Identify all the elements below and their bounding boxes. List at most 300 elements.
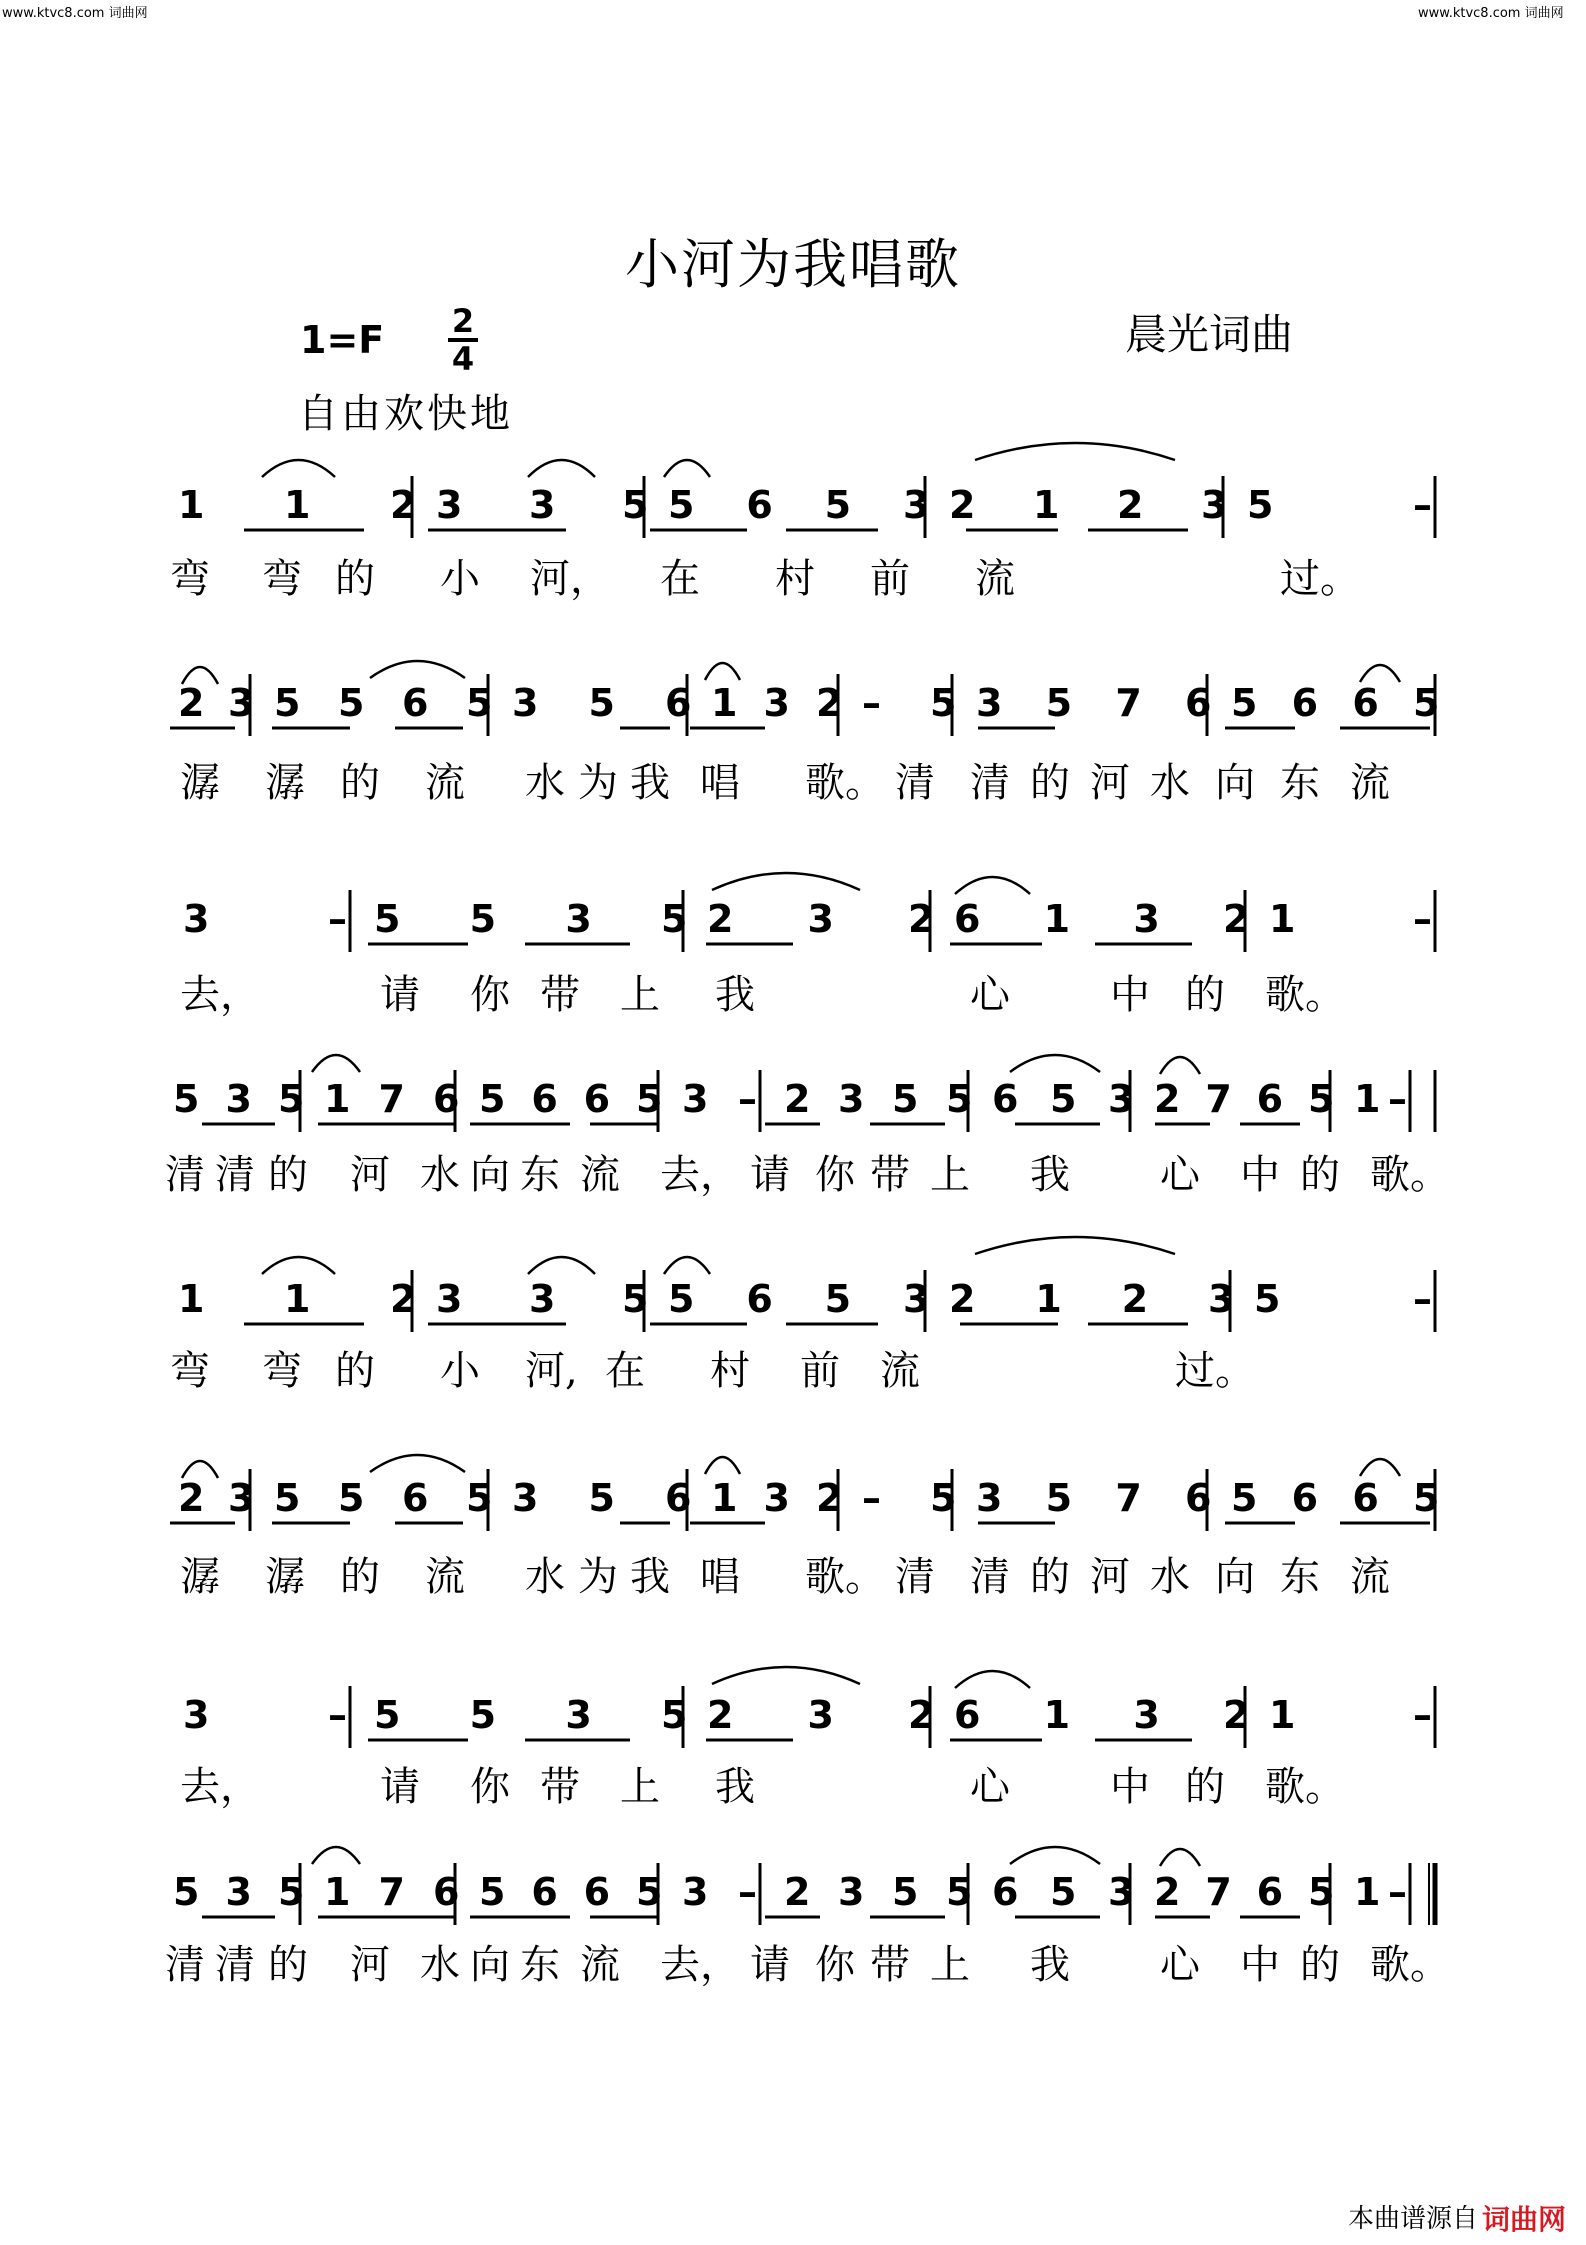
note: – xyxy=(1413,1693,1432,1737)
note: 3 xyxy=(976,1476,1003,1520)
note: 1 xyxy=(1043,1693,1071,1737)
lyric-syllable: 河 xyxy=(1090,1554,1130,1600)
note: 5 xyxy=(930,681,957,725)
note: 3 xyxy=(1108,1077,1135,1121)
note: 3 xyxy=(763,681,790,725)
lyric-syllable: 歌。 xyxy=(805,1554,885,1600)
note: 1 xyxy=(1354,1077,1381,1121)
slur xyxy=(664,460,710,477)
note: – xyxy=(738,1870,757,1914)
slur xyxy=(955,1671,1030,1688)
note: 1 xyxy=(178,1277,205,1321)
note: 6 xyxy=(1256,1077,1284,1121)
lyric-syllable: 我 xyxy=(630,760,670,806)
note: 5 xyxy=(1231,681,1258,725)
lyric-syllable: 小 xyxy=(440,556,480,602)
note: 5 xyxy=(338,681,365,725)
note: – xyxy=(328,897,347,941)
note: 3 xyxy=(838,1870,865,1914)
note: 6 xyxy=(746,1277,773,1321)
note: 3 xyxy=(225,1077,252,1121)
note: 5 xyxy=(892,1077,919,1121)
note: 5 xyxy=(374,1693,401,1737)
note: 3 xyxy=(512,681,539,725)
note: 3 xyxy=(512,1476,539,1520)
note: 5 xyxy=(588,1476,615,1520)
note: 5 xyxy=(1308,1870,1335,1914)
note: 3 xyxy=(225,1870,252,1914)
note: 1 xyxy=(1043,897,1071,941)
lyric-syllable: 东 xyxy=(1280,760,1320,806)
note: 3 xyxy=(682,1077,709,1121)
note: 5 xyxy=(622,1277,649,1321)
note: 3 xyxy=(807,1693,834,1737)
note: – xyxy=(1388,1077,1407,1121)
lyric-syllable: 清 xyxy=(895,1554,935,1600)
slur xyxy=(1010,1847,1100,1864)
lyric-syllable: 的 xyxy=(335,556,375,602)
note: 5 xyxy=(479,1077,506,1121)
note: 6 xyxy=(1185,1476,1212,1520)
note: 5 xyxy=(1413,681,1440,725)
note: 6 xyxy=(531,1870,558,1914)
note: 3 xyxy=(183,897,210,941)
note: 3 xyxy=(903,483,930,527)
note: 2 xyxy=(908,1693,935,1737)
note: 5 xyxy=(1050,1870,1077,1914)
lyric-syllable: 东 xyxy=(1280,1554,1320,1600)
lyric-syllable: 流 xyxy=(425,1554,465,1600)
note: 7 xyxy=(1115,681,1142,725)
note: 5 xyxy=(274,1476,301,1520)
note: 6 xyxy=(402,681,429,725)
note: 1 xyxy=(284,483,311,527)
lyric-syllable: 向 xyxy=(1215,1554,1255,1600)
note: 6 xyxy=(954,897,981,941)
lyric-syllable: 请 xyxy=(380,972,420,1018)
lyric-syllable: 清 xyxy=(970,1554,1010,1600)
lyric-syllable: 东 xyxy=(520,1942,560,1988)
note: 5 xyxy=(668,1277,695,1321)
lyric-syllable: 上 xyxy=(930,1942,970,1988)
lyric-syllable: 的 xyxy=(335,1348,375,1394)
lyric-syllable: 过。 xyxy=(1175,1348,1255,1394)
note: 3 xyxy=(183,1693,210,1737)
note: – xyxy=(328,1693,347,1737)
note: – xyxy=(1388,1870,1407,1914)
note: 1 xyxy=(1033,483,1060,527)
lyric-syllable: 河 xyxy=(350,1942,390,1988)
tempo-marking: 自由欢快地 xyxy=(298,391,513,437)
lyric-syllable: 清 xyxy=(970,760,1010,806)
note: 3 xyxy=(1201,483,1228,527)
lyric-syllable: 河 xyxy=(1090,760,1130,806)
note: 5 xyxy=(946,1077,973,1121)
slur xyxy=(370,1455,465,1472)
slur xyxy=(705,1457,740,1474)
lyric-syllable: 在 xyxy=(660,556,700,602)
note: 2 xyxy=(707,1693,734,1737)
lyric-syllable: 清 xyxy=(215,1942,255,1988)
note: 2 xyxy=(816,681,843,725)
lyric-syllable: 为 xyxy=(578,760,618,806)
lyric-syllable: 水 xyxy=(420,1942,460,1988)
note: 1 xyxy=(178,483,205,527)
note: 6 xyxy=(992,1870,1019,1914)
lyric-syllable: 在 xyxy=(605,1348,645,1394)
slur xyxy=(712,873,860,890)
note: 5 xyxy=(588,681,615,725)
note: 1 xyxy=(324,1077,351,1121)
note: 6 xyxy=(433,1870,460,1914)
note: 3 xyxy=(1133,1693,1160,1737)
note: 5 xyxy=(1308,1077,1335,1121)
lyric-syllable: 歌。 xyxy=(1370,1152,1450,1198)
lyric-syllable: 你 xyxy=(815,1152,855,1198)
slur xyxy=(975,1237,1175,1254)
note: 6 xyxy=(583,1077,611,1121)
lyric-syllable: 我 xyxy=(715,972,755,1018)
note: 2 xyxy=(1154,1870,1181,1914)
slur xyxy=(312,1847,360,1864)
note: 3 xyxy=(565,1693,592,1737)
note: 5 xyxy=(338,1476,365,1520)
lyric-syllable: 流 xyxy=(1350,760,1390,806)
note: 2 xyxy=(1121,1277,1149,1321)
lyric-syllable: 村 xyxy=(710,1348,750,1394)
note: 6 xyxy=(1291,681,1319,725)
lyric-syllable: 歌。 xyxy=(1265,1764,1345,1810)
note: 5 xyxy=(274,681,301,725)
slur xyxy=(370,661,465,678)
note: 5 xyxy=(173,1870,200,1914)
lyric-syllable: 心 xyxy=(1160,1152,1200,1198)
lyric-syllable: 心 xyxy=(1160,1942,1200,1988)
footer-source-note: 本曲谱源自 xyxy=(1348,2204,1479,2234)
lyric-syllable: 向 xyxy=(470,1152,510,1198)
lyric-syllable: 弯 xyxy=(262,556,302,602)
lyric-syllable: 的 xyxy=(268,1152,308,1198)
lyric-syllable: 心 xyxy=(970,972,1010,1018)
note: 5 xyxy=(1045,1476,1073,1520)
lyric-syllable: 潺 xyxy=(180,1554,220,1600)
lyric-syllable: 潺 xyxy=(265,760,305,806)
lyric-syllable: 请 xyxy=(750,1152,790,1198)
note: 5 xyxy=(466,1476,493,1520)
lyric-syllable: 清 xyxy=(215,1152,255,1198)
slur xyxy=(705,663,740,680)
note: – xyxy=(738,1077,757,1121)
lyric-syllable: 的 xyxy=(1185,972,1225,1018)
lyric-syllable: 带 xyxy=(870,1152,910,1198)
lyric-syllable: 前 xyxy=(800,1348,840,1394)
note: 3 xyxy=(763,1476,790,1520)
lyric-syllable: 去， xyxy=(660,1152,740,1198)
lyric-syllable: 的 xyxy=(1300,1152,1340,1198)
slur xyxy=(262,460,335,477)
note: 3 xyxy=(565,897,592,941)
note: 5 xyxy=(1254,1277,1281,1321)
lyric-syllable: 心 xyxy=(970,1764,1010,1810)
note: 2 xyxy=(784,1870,811,1914)
note: 2 xyxy=(390,1277,417,1321)
lyric-syllable: 的 xyxy=(1030,1554,1070,1600)
lyric-syllable: 去， xyxy=(180,1764,260,1810)
note: 2 xyxy=(390,483,417,527)
lyric-syllable: 你 xyxy=(470,972,510,1018)
lyric-syllable: 水 xyxy=(525,1554,565,1600)
note: 5 xyxy=(374,897,401,941)
lyric-syllable: 潺 xyxy=(265,1554,305,1600)
lyric-syllable: 上 xyxy=(620,972,660,1018)
slur xyxy=(955,877,1030,894)
note: 5 xyxy=(930,1476,957,1520)
slur xyxy=(712,1667,860,1684)
note: 2 xyxy=(908,897,935,941)
lyric-syllable: 去， xyxy=(180,972,260,1018)
note: 3 xyxy=(228,681,255,725)
lyric-syllable: 你 xyxy=(470,1764,510,1810)
lyric-syllable: 中 xyxy=(1110,1764,1150,1810)
note: 6 xyxy=(531,1077,558,1121)
slur xyxy=(1360,665,1400,682)
time-signature-bottom: 4 xyxy=(451,340,475,378)
lyric-syllable: 的 xyxy=(340,1554,380,1600)
lyric-syllable: 前 xyxy=(870,556,910,602)
note: 6 xyxy=(402,1476,429,1520)
lyric-syllable: 我 xyxy=(1030,1152,1070,1198)
note: 6 xyxy=(665,681,692,725)
lyric-syllable: 歌。 xyxy=(1370,1942,1450,1988)
note: – xyxy=(1413,897,1432,941)
note: 6 xyxy=(583,1870,611,1914)
lyric-syllable: 流 xyxy=(975,556,1015,602)
note: 6 xyxy=(1185,681,1212,725)
note: 5 xyxy=(636,1077,663,1121)
lyric-syllable: 歌。 xyxy=(805,760,885,806)
lyric-syllable: 的 xyxy=(1300,1942,1340,1988)
lyric-syllable: 中 xyxy=(1240,1152,1280,1198)
note: 7 xyxy=(378,1077,405,1121)
note: 3 xyxy=(1108,1870,1135,1914)
lyric-syllable: 的 xyxy=(268,1942,308,1988)
lyric-syllable: 中 xyxy=(1240,1942,1280,1988)
lyric-syllable: 上 xyxy=(930,1152,970,1198)
note: 2 xyxy=(178,1476,205,1520)
slur xyxy=(312,1055,360,1072)
header-watermark-right: www.ktvc8.com 词曲网 xyxy=(1418,6,1564,21)
composer-credit: 晨光词曲 xyxy=(1125,310,1294,359)
lyric-syllable: 小 xyxy=(440,1348,480,1394)
lyric-syllable: 上 xyxy=(620,1764,660,1810)
lyric-syllable: 清 xyxy=(165,1942,205,1988)
lyric-syllable: 弯 xyxy=(262,1348,302,1394)
lyric-syllable: 潺 xyxy=(180,760,220,806)
lyric-syllable: 去， xyxy=(660,1942,740,1988)
note: 1 xyxy=(284,1277,311,1321)
lyric-syllable: 向 xyxy=(470,1942,510,1988)
note: 6 xyxy=(1352,1476,1379,1520)
note: 3 xyxy=(903,1277,930,1321)
note: 3 xyxy=(682,1870,709,1914)
lyric-syllable: 水 xyxy=(1150,760,1190,806)
note: 1 xyxy=(711,1476,738,1520)
note: 1 xyxy=(1269,897,1296,941)
note: 5 xyxy=(622,483,649,527)
lyric-syllable: 水 xyxy=(525,760,565,806)
lyric-syllable: 流 xyxy=(580,1942,620,1988)
slur xyxy=(1160,1057,1200,1074)
lyric-syllable: 水 xyxy=(1150,1554,1190,1600)
slur xyxy=(975,443,1175,460)
lyric-syllable: 带 xyxy=(870,1942,910,1988)
lyric-syllable: 中 xyxy=(1110,972,1150,1018)
note: 2 xyxy=(784,1077,811,1121)
lyric-syllable: 我 xyxy=(630,1554,670,1600)
note: 2 xyxy=(1223,897,1250,941)
header-watermark-left: www.ktvc8.com 词曲网 xyxy=(2,6,148,21)
slur xyxy=(528,1257,595,1274)
lyric-syllable: 你 xyxy=(815,1942,855,1988)
note: 2 xyxy=(1154,1077,1181,1121)
note: 1 xyxy=(324,1870,351,1914)
note: 5 xyxy=(1413,1476,1440,1520)
time-signature-top: 2 xyxy=(451,302,475,340)
note: 5 xyxy=(173,1077,200,1121)
note: 3 xyxy=(1208,1277,1235,1321)
lyric-syllable: 清 xyxy=(895,760,935,806)
lyric-syllable: 的 xyxy=(340,760,380,806)
lyric-syllable: 水 xyxy=(420,1152,460,1198)
note: – xyxy=(1413,483,1432,527)
note: 5 xyxy=(636,1870,663,1914)
lyric-syllable: 东 xyxy=(520,1152,560,1198)
note: 2 xyxy=(816,1476,843,1520)
lyric-syllable: 流 xyxy=(880,1348,920,1394)
note: 5 xyxy=(469,897,497,941)
slur xyxy=(664,1257,710,1274)
lyric-syllable: 流 xyxy=(425,760,465,806)
slur xyxy=(1010,1055,1100,1072)
lyric-syllable: 我 xyxy=(715,1764,755,1810)
note: 6 xyxy=(1352,681,1379,725)
note: 5 xyxy=(479,1870,506,1914)
song-title: 小河为我唱歌 xyxy=(625,233,961,296)
slur xyxy=(528,460,595,477)
note: 3 xyxy=(228,1476,255,1520)
lyric-syllable: 河, xyxy=(525,1348,578,1394)
note: 2 xyxy=(949,483,976,527)
lyric-syllable: 向 xyxy=(1215,760,1255,806)
note: 5 xyxy=(892,1870,919,1914)
lyric-syllable: 歌。 xyxy=(1265,972,1345,1018)
note: 5 xyxy=(824,483,852,527)
note: 5 xyxy=(1050,1077,1077,1121)
lyric-syllable: 我 xyxy=(1030,1942,1070,1988)
lyric-syllable: 弯 xyxy=(170,1348,210,1394)
note: 5 xyxy=(1231,1476,1258,1520)
note: 6 xyxy=(746,483,773,527)
note: 5 xyxy=(278,1870,305,1914)
note: – xyxy=(1413,1277,1432,1321)
note: 2 xyxy=(1117,483,1144,527)
note: 5 xyxy=(946,1870,973,1914)
lyric-syllable: 唱 xyxy=(700,760,740,806)
lyric-syllable: 请 xyxy=(380,1764,420,1810)
note: 2 xyxy=(178,681,205,725)
note: 5 xyxy=(824,1277,852,1321)
lyric-syllable: 过。 xyxy=(1280,556,1360,602)
note: 6 xyxy=(1291,1476,1319,1520)
note: 3 xyxy=(807,897,834,941)
note: 3 xyxy=(436,483,463,527)
note: 7 xyxy=(1205,1077,1232,1121)
note: 6 xyxy=(954,1693,981,1737)
note: 3 xyxy=(436,1277,463,1321)
note: 2 xyxy=(707,897,734,941)
lyric-syllable: 村 xyxy=(775,556,815,602)
note: 7 xyxy=(378,1870,405,1914)
note: 2 xyxy=(949,1277,976,1321)
lyric-syllable: 带 xyxy=(540,972,580,1018)
lyric-syllable: 为 xyxy=(578,1554,618,1600)
lyric-syllable: 的 xyxy=(1185,1764,1225,1810)
note: 5 xyxy=(466,681,493,725)
slur xyxy=(262,1257,335,1274)
lyric-syllable: 带 xyxy=(540,1764,580,1810)
key-signature: 1=F xyxy=(300,318,385,362)
note: 5 xyxy=(469,1693,497,1737)
note: 3 xyxy=(529,483,556,527)
note: 6 xyxy=(433,1077,460,1121)
note: 3 xyxy=(838,1077,865,1121)
note: – xyxy=(862,1476,881,1520)
lyric-syllable: 流 xyxy=(1350,1554,1390,1600)
note: 5 xyxy=(1045,681,1073,725)
note: 5 xyxy=(661,1693,688,1737)
lyric-syllable: 唱 xyxy=(700,1554,740,1600)
lyric-syllable: 清 xyxy=(165,1152,205,1198)
note: 5 xyxy=(1247,483,1274,527)
lyric-syllable: 弯 xyxy=(170,556,210,602)
note: 1 xyxy=(1035,1277,1062,1321)
note: – xyxy=(862,681,881,725)
note: 5 xyxy=(278,1077,305,1121)
note: 2 xyxy=(1223,1693,1250,1737)
note: 5 xyxy=(661,897,688,941)
note: 1 xyxy=(711,681,738,725)
note: 3 xyxy=(976,681,1003,725)
note: 6 xyxy=(665,1476,692,1520)
note: 3 xyxy=(529,1277,556,1321)
note: 1 xyxy=(1269,1693,1296,1737)
note: 3 xyxy=(1133,897,1160,941)
slur xyxy=(1360,1459,1400,1476)
note: 7 xyxy=(1115,1476,1142,1520)
note: 6 xyxy=(1256,1870,1284,1914)
note: 6 xyxy=(992,1077,1019,1121)
lyric-syllable: 河 xyxy=(350,1152,390,1198)
note: 1 xyxy=(1354,1870,1381,1914)
lyric-syllable: 请 xyxy=(750,1942,790,1988)
lyric-syllable: 的 xyxy=(1030,760,1070,806)
note: 7 xyxy=(1205,1870,1232,1914)
note: 5 xyxy=(668,483,695,527)
footer-logo: 词曲网 xyxy=(1482,2203,1567,2236)
slur xyxy=(1160,1849,1200,1866)
lyric-syllable: 流 xyxy=(580,1152,620,1198)
lyric-syllable: 河， xyxy=(530,556,610,602)
